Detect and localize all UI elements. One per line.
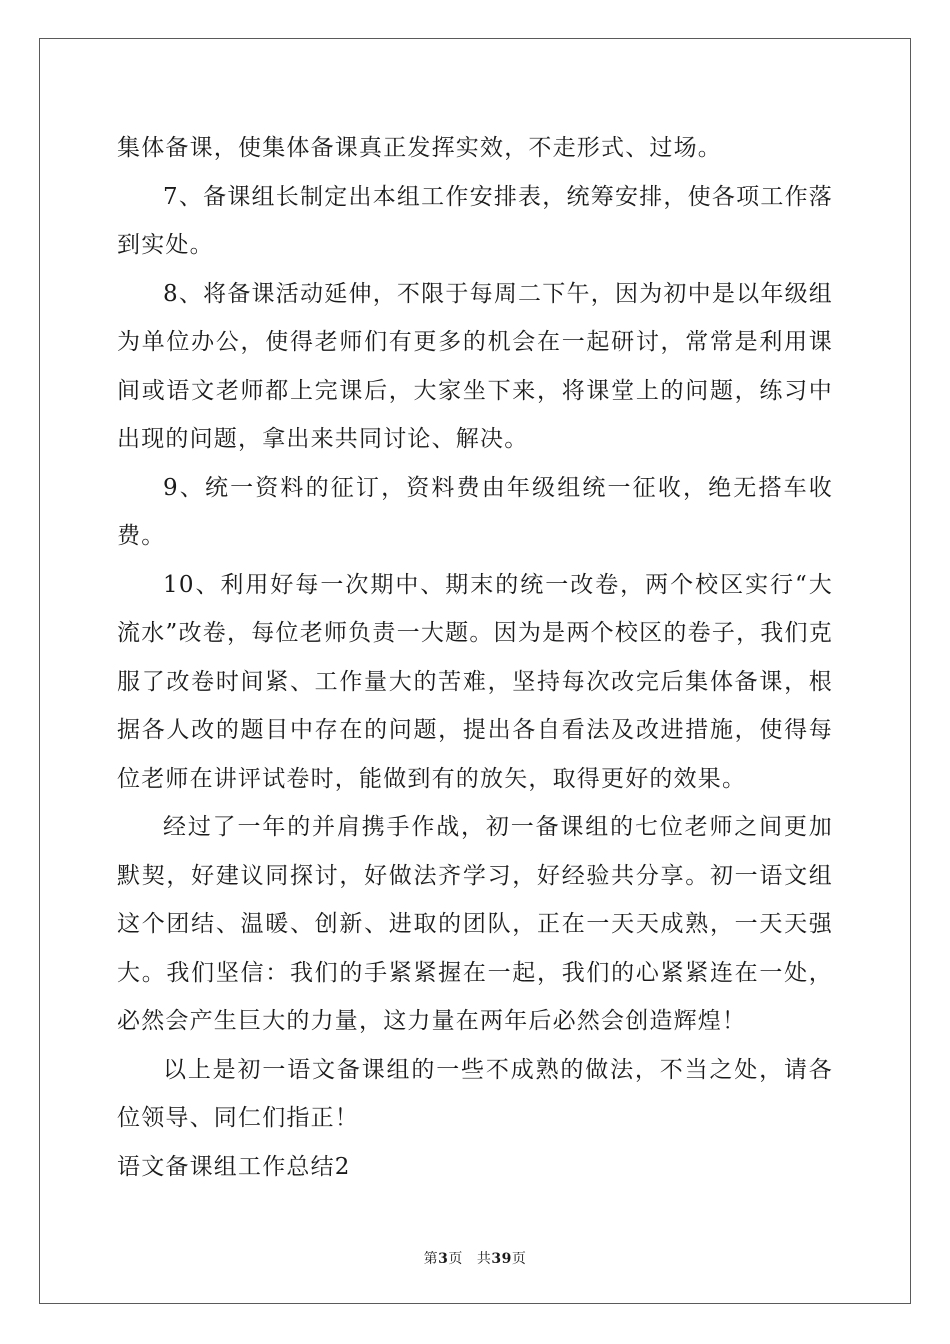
section-heading: 语文备课组工作总结2 (117, 1153, 351, 1180)
paragraph-2: 7、备课组长制定出本组工作安排表，统筹安排，使各项工作落到实处。 (117, 183, 833, 258)
page-suffix: 页 (448, 1251, 463, 1267)
total-pages: 39 (491, 1251, 512, 1267)
page-footer (0, 1248, 950, 1268)
paragraph-1: 集体备课，使集体备课真正发挥实效，不走形式、过场。 (117, 135, 722, 161)
paragraph-7: 以上是初一语文备课组的一些不成熟的做法，不当之处，请各位领导、同仁们指正！ (117, 1056, 833, 1131)
paragraph-6: 经过了一年的并肩携手作战，初一备课组的七位老师之间更加默契，好建议同探讨，好做法齐学习，好经验共分享。初一语文组这个团结、温暖、创新、进取的团队，正在一天天成熟，一天天强大。我们坚信：我们的手紧紧握在一起，我们的心紧紧连在一处，必然会产生巨大的力量，这力量在两年后必然会创造辉煌！ (117, 814, 833, 1034)
paragraph-5: 10、利用好每一次期中、期末的统一改卷，两个校区实行“大流水”改卷，每位老师负责一大题。因为是两个校区的卷子，我们克服了改卷时间紧、工作量大的苦难，坚持每次改完后集体备课，根据各人改的题目中存在的问题，提出各自看法及改进措施，使得每位老师在讲评试卷时，能做到有的放矢，取得更好的效果。 (117, 571, 833, 792)
total-suffix: 页 (511, 1251, 527, 1267)
document-body (117, 124, 833, 1191)
paragraph-4: 9、统一资料的征订，资料费由年级组统一征收，绝无搭车收费。 (117, 474, 833, 549)
page-prefix: 第 (423, 1251, 439, 1267)
total-prefix: 共 (476, 1251, 492, 1267)
page-number: 3 (438, 1251, 449, 1267)
paragraph-3: 8、将备课活动延伸，不限于每周二下午，因为初中是以年级组为单位办公，使得老师们有更多的机会在一起研讨，常常是利用课间或语文老师都上完课后，大家坐下来，将课堂上的问题，练习中出现的问题，拿出来共同讨论、解决。 (117, 280, 833, 452)
